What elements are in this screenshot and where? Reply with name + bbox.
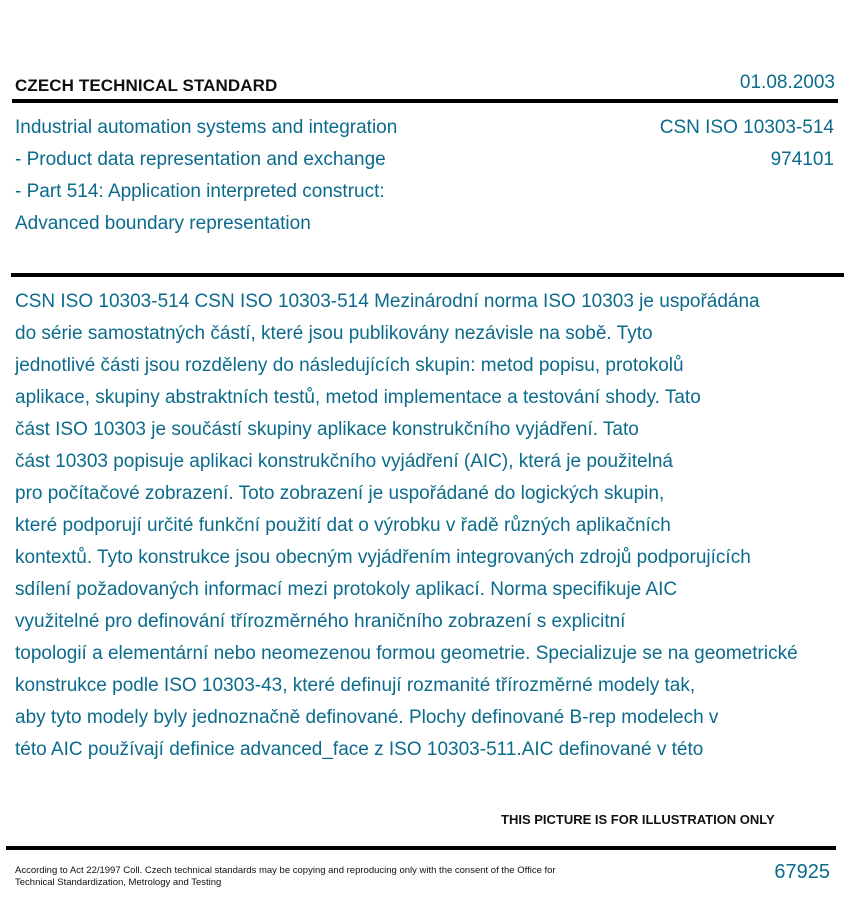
header-divider (12, 99, 838, 103)
body-text-line: kontextů. Tyto konstrukce jsou obecným vyjádřením integrovaných zdrojů podporujících (15, 547, 751, 568)
publication-date: 01.08.2003 (739, 72, 835, 93)
body-text-line: využitelné pro definování třírozměrného hraničního zobrazení s explicitní (15, 611, 626, 632)
body-text-line: jednotlivé části jsou rozděleny do následujících skupin: metod popisu, protokolů (15, 355, 684, 376)
body-text-line: sdílení požadovaných informací mezi protokoly aplikací. Norma specifikuje AIC (15, 579, 678, 600)
body-text-line: do série samostatných částí, které jsou publikovány nezávisle na sobě. Tyto (15, 323, 653, 344)
body-text-line: aplikace, skupiny abstraktních testů, metod implementace a testování shody. Tato (15, 387, 701, 408)
footer-divider (6, 846, 836, 850)
classification-code: 974101 (770, 149, 834, 170)
body-text-line: topologií a elementární nebo neomezenou formou geometrie. Specializuje se na geometrické (15, 643, 798, 664)
body-text-line: konstrukce podle ISO 10303-43, které definují rozmanité třírozměrné modely tak, (15, 675, 696, 696)
standard-number: CSN ISO 10303-514 (659, 117, 834, 138)
catalog-number: 67925 (774, 861, 830, 883)
body-text-line: které podporují určité funkční použití dat o výrobku v řadě různých aplikačních (15, 515, 671, 536)
title-line: Industrial automation systems and integration (15, 117, 398, 138)
body-text-line: této AIC používají definice advanced_face z ISO 10303-511.AIC definované v této (15, 739, 704, 760)
body-text-line: pro počítačové zobrazení. Toto zobrazení je uspořádané do logických skupin, (15, 483, 665, 504)
body-text-line: aby tyto modely byly jednoznačně definované. Plochy definované B-rep modelech v (15, 707, 719, 728)
title-divider (11, 273, 844, 277)
title-line: - Product data representation and exchange (15, 149, 386, 170)
title-line: Advanced boundary representation (15, 213, 311, 234)
document-type-label: CZECH TECHNICAL STANDARD (15, 76, 278, 95)
title-line: - Part 514: Application interpreted construct: (15, 181, 385, 202)
body-text-line: CSN ISO 10303-514 CSN ISO 10303-514 Mezinárodní norma ISO 10303 je uspořádána (15, 291, 760, 312)
illustration-notice: THIS PICTURE IS FOR ILLUSTRATION ONLY (501, 812, 775, 827)
body-text-line: část ISO 10303 je součástí skupiny aplikace konstrukčního vyjádření. Tato (15, 419, 639, 440)
legal-notice: According to Act 22/1997 Coll. Czech technical standards may be copying and reproducing only with the consent of the Office for Technical Standardization, Metrology and Testing (15, 865, 556, 888)
body-text-line: část 10303 popisuje aplikaci konstrukčního vyjádření (AIC), která je použitelná (15, 451, 673, 472)
